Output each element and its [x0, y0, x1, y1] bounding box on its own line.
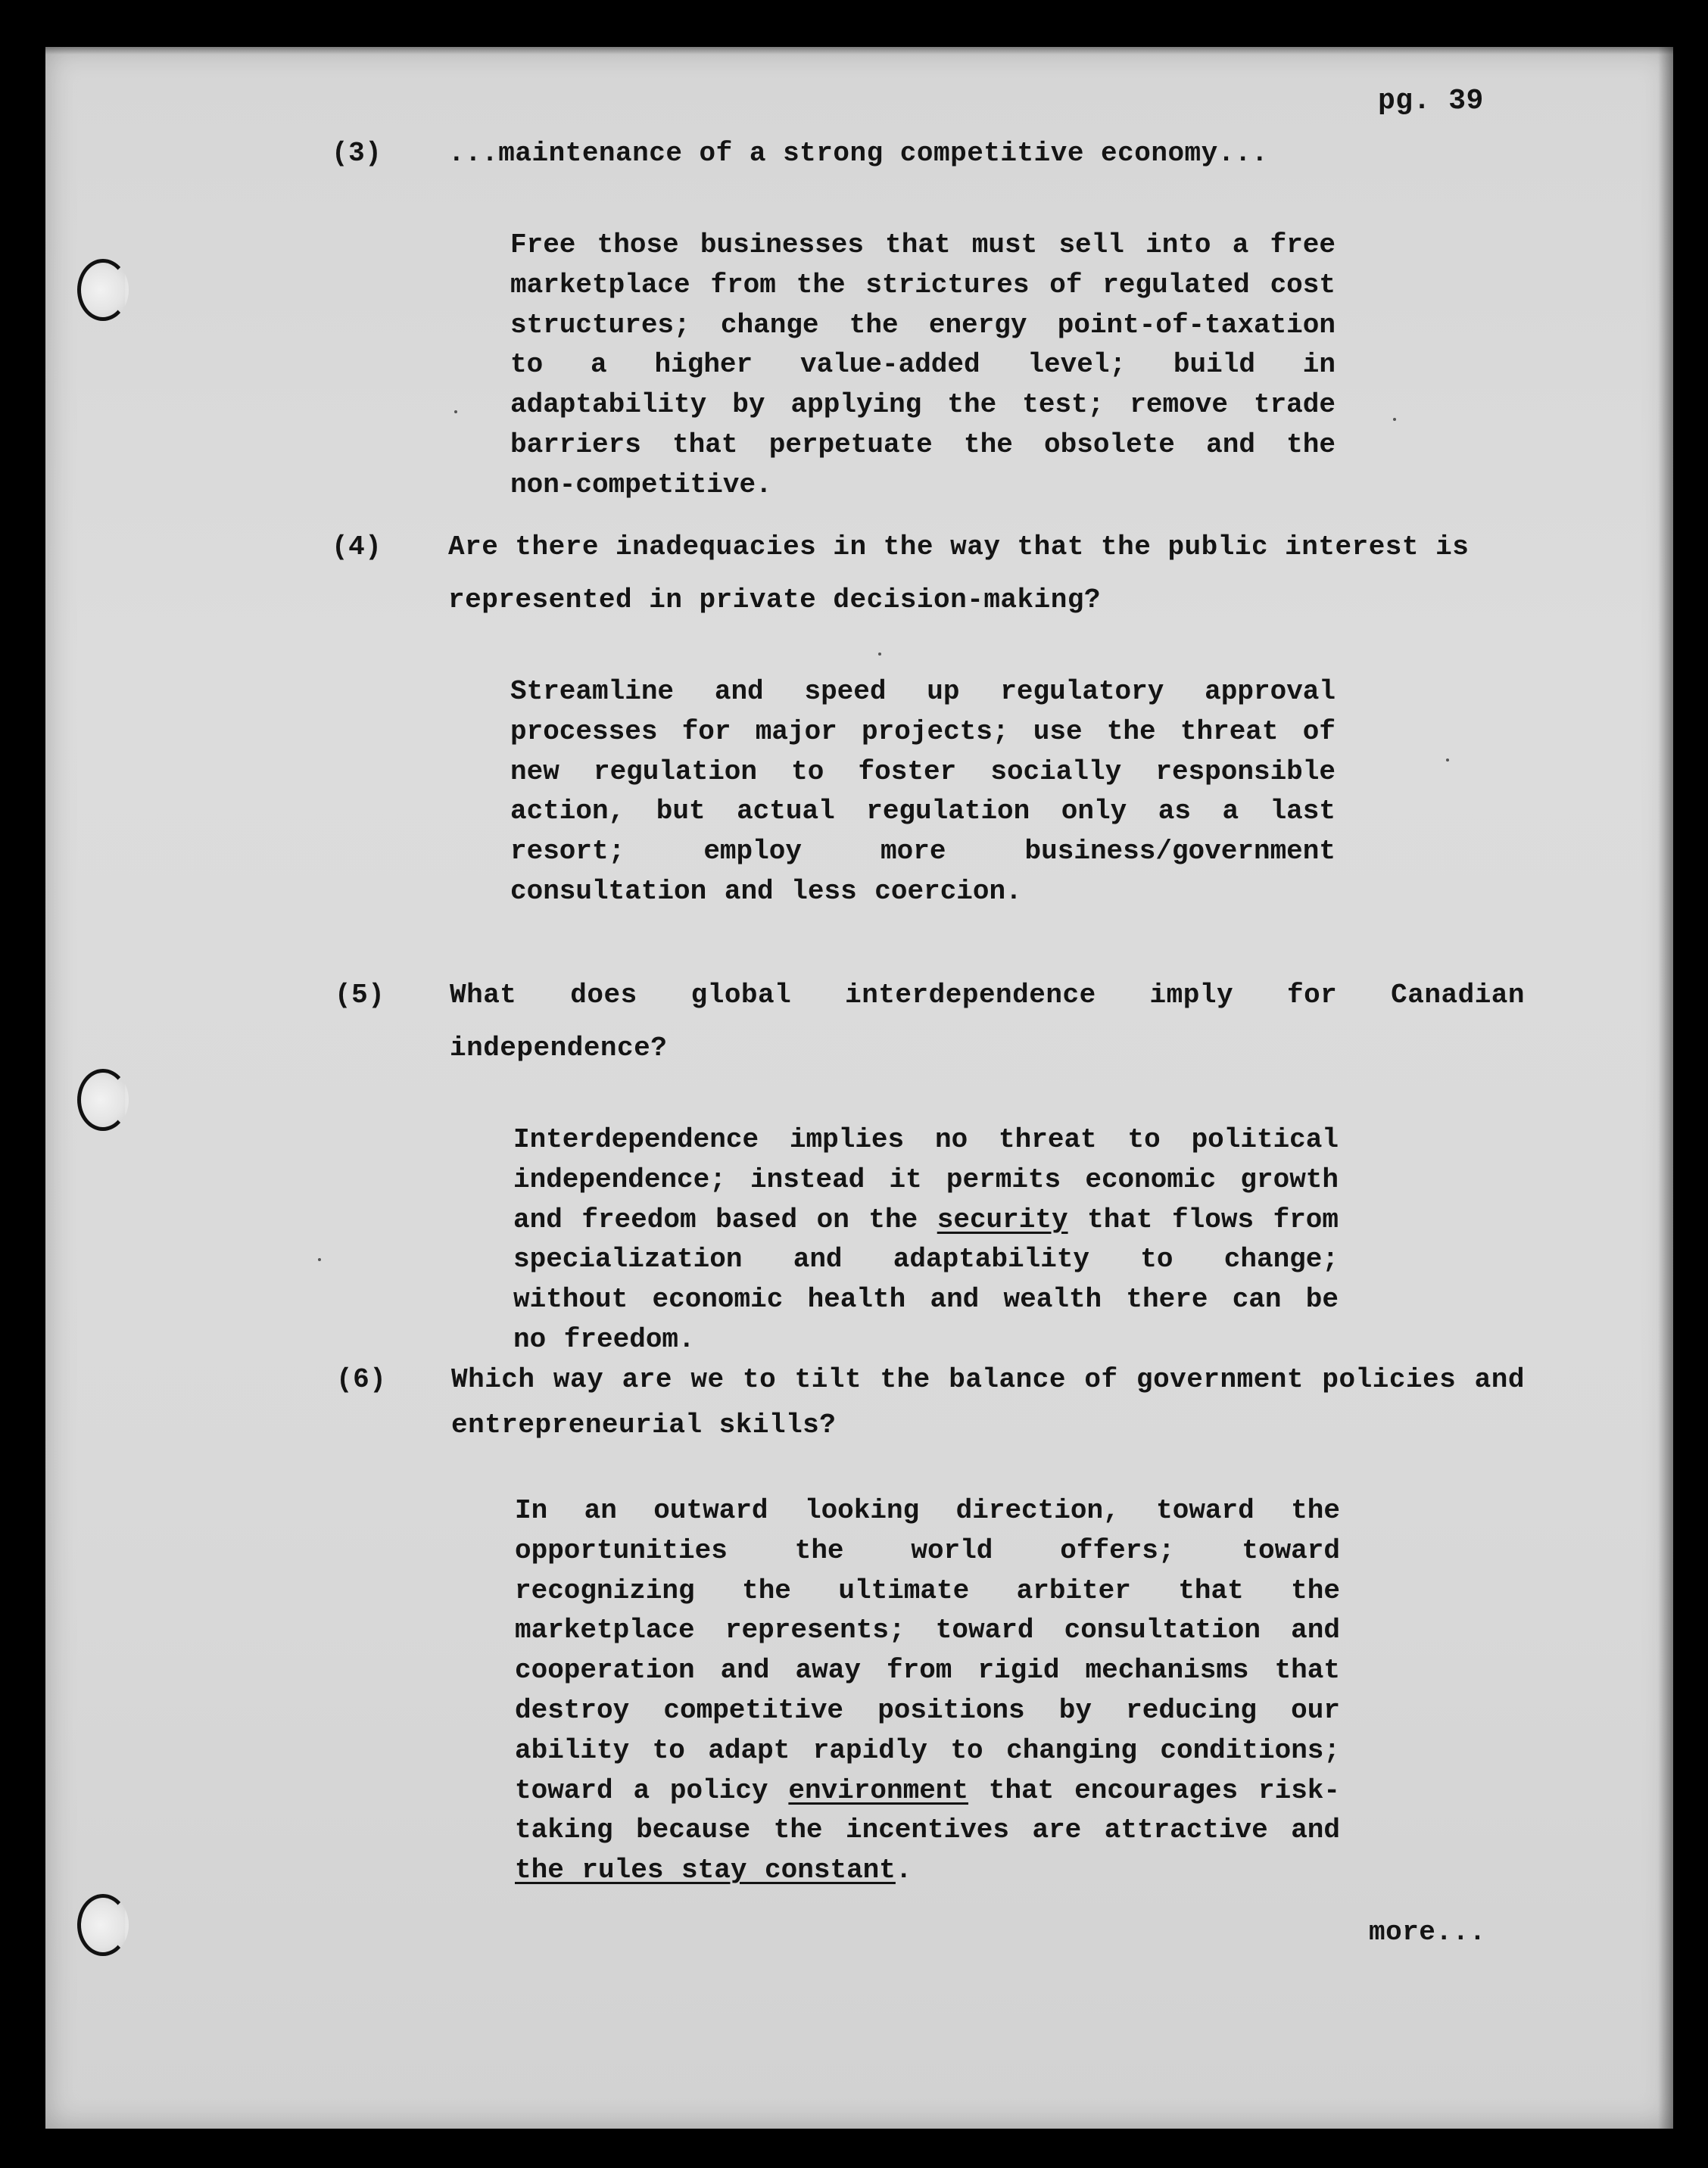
binder-hole-icon: [77, 1069, 129, 1131]
item-question: Are there inadequacies in the way that the public interest is: [448, 531, 1470, 562]
item-number: (5): [335, 980, 385, 1011]
item-answer: [513, 1120, 1339, 1360]
item-question-line: What does global interdependence imply for Canadian: [450, 980, 1525, 1011]
item-number: (6): [336, 1364, 387, 1395]
answer-text: In an outward looking direction, toward the opportunities the world offers; toward recognizing the ultimate arbiter that the marketplace represents; toward consultation and cooperation and away from rigid mechanisms that destroy competitive positions by reducing our ability to adapt rapidly to changing conditions; toward a policy: [515, 1495, 1340, 1806]
item-question: [450, 980, 1525, 1011]
underlined-text: the rules stay constant: [515, 1855, 896, 1886]
item-question-line: Which way are we to tilt the balance of government policies and: [451, 1364, 1525, 1395]
continuation-note: more...: [1369, 1917, 1486, 1948]
item-number: (4): [332, 531, 382, 562]
answer-text: .: [895, 1855, 912, 1886]
underlined-text: security: [937, 1204, 1068, 1235]
item-question: represented in private decision-making?: [448, 584, 1102, 615]
scan-speck: [454, 410, 457, 413]
page-number: pg. 39: [1378, 85, 1484, 117]
scan-speck: [1393, 418, 1396, 421]
item-question: ...maintenance of a strong competitive economy...: [448, 138, 1269, 169]
answer-text: that flows from specialization and adaptability to change; without economic health and wealth there can be no freedom.: [513, 1204, 1339, 1355]
page-edge-shadow: [1658, 47, 1673, 2129]
scan-speck: [1446, 758, 1449, 762]
item-answer: Free those businesses that must sell into a free marketplace from the strictures of regulated cost structures; change the energy point-of-taxation to a higher value-added level; build in adaptability by applying the test; remove trade barriers that perpetuate the obsolete and the non-competitive.: [510, 229, 1336, 500]
item-number: (3): [332, 138, 382, 169]
item-question: independence?: [450, 1033, 668, 1064]
document-page: [45, 47, 1673, 2129]
binder-hole-icon: [77, 1894, 129, 1956]
item-answer: Streamline and speed up regulatory approval processes for major projects; use the threat of new regulation to foster socially responsible action, but actual regulation only as a last resort; employ more business/government consultation and less coercion.: [510, 676, 1336, 907]
answer-text: Interdependence implies no threat to political independence; instead it permits economic growth and freedom based on the: [513, 1124, 1339, 1235]
scan-speck: [318, 1258, 321, 1261]
scan-speck: [878, 653, 881, 656]
answer-text: that encourages risk-taking because the incentives are attractive and: [515, 1774, 1341, 1846]
item-answer: [515, 1491, 1340, 1891]
underlined-text: environment: [788, 1774, 969, 1806]
item-question: entrepreneurial skills?: [451, 1410, 837, 1441]
item-question: [451, 1364, 1525, 1395]
binder-hole-icon: [77, 259, 129, 321]
